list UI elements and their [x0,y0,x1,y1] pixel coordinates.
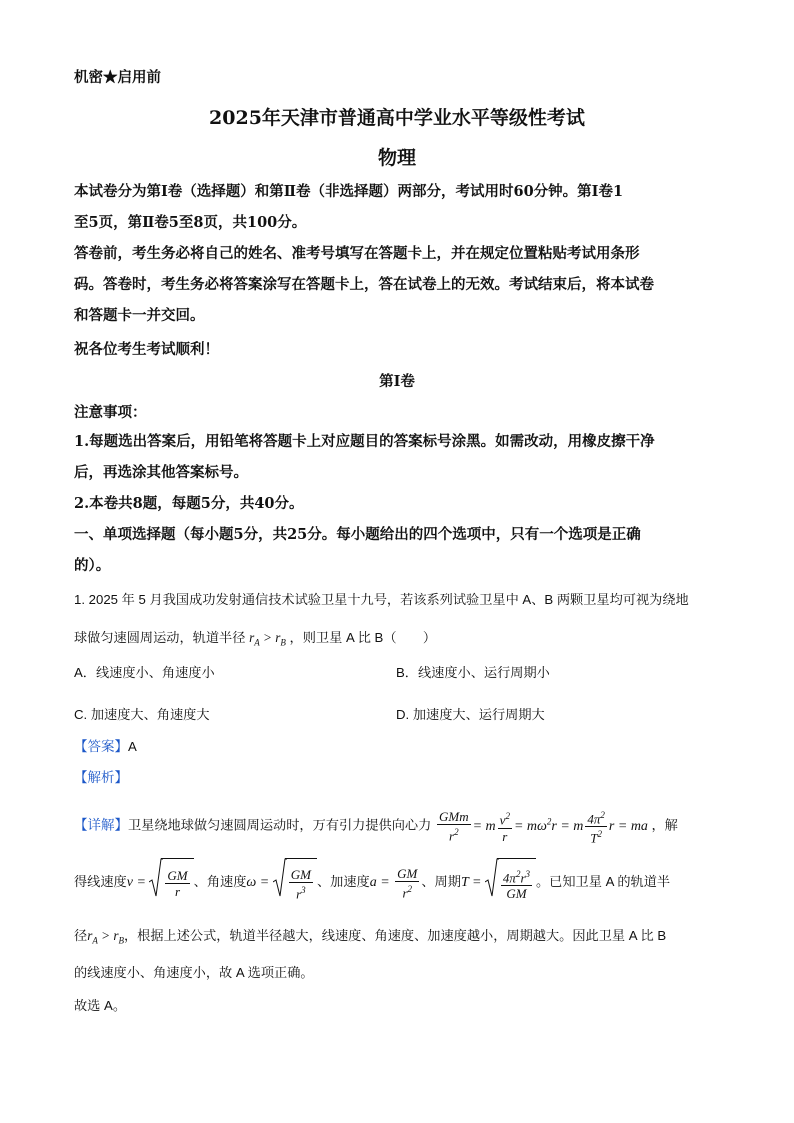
section-heading-line-1: 一、单项选择题（每小题5分，共25分。每小题给出的四个选项中，只有一个选项是正确 [74,526,641,543]
note-1-line-2: 后，再选涂其他答案标号。 [74,464,248,481]
answer-value: A [128,739,137,754]
gravity-formula: $\frac{\text{GMm}}{r^2}$ = m $\frac{v^2}{r}$ = $m\omega^2r = m$ $\frac{4\pi^2}{T^2}$ r = ma [438,809,652,846]
section-heading-line-2: 的）。 [74,557,111,574]
detail-line-1 [74,801,678,846]
question-1-text-before: 球做匀速圆周运动，轨道半径 [74,630,246,645]
detail-text-2c: 、加速度 [316,874,370,890]
acceleration-formula: a = $\frac{GM}{r^2}$ [369,865,418,901]
intro-line-1: 本试卷分为第Ⅰ卷（选择题）和第Ⅱ卷（非选择题）两部分，考试用时60分钟。第Ⅰ卷1 [74,183,624,200]
detail-text-3b: ，根据上述公式，轨道半径越大，线速度、角速度、加速度越小，周期越大。因此卫星 A 比 B [123,928,667,943]
exam-title: 2025年天津市普通高中学业水平等级性考试 [209,107,585,129]
detail-line-2 [74,858,670,906]
conclusion: 故选 A。 [74,998,127,1013]
part1-heading: 第Ⅰ卷 [379,373,415,390]
note-2: 2.本卷共8题，每题5分，共40分。 [74,495,304,512]
detail-text-1-end: ，解 [651,817,678,833]
orbit-radius-inequality-2: $r_A > r_B$ [87,928,124,946]
question-1-line-1: 1. 2025 年 5 月我国成功发射通信技术试验卫星十九号，若该系列试验卫星中 A、B 两颗卫星均可视为绕地 [74,592,689,607]
intro-line-5: 和答题卡一并交回。 [74,307,205,324]
good-luck-wish: 祝各位考生考试顺利！ [74,341,219,358]
period-formula: T = $\frac{4\pi^2r^3}{GM}$ [461,875,536,890]
question-1-text-after: ，则卫星 A 比 B（ ） [289,630,437,645]
subject-title: 物理 [377,147,416,169]
detail-text-2d: 、周期 [421,874,461,890]
intro-line-2: 至5页，第Ⅱ卷5至8页，共100分。 [74,214,307,231]
detail-line-3 [74,925,666,946]
note-1-line-1: 1.每题选出答案后，用铅笔将答题卡上对应题目的答案标号涂黑。如需改动，用橡皮擦干净 [74,433,655,450]
answer-label: 【答案】 [74,739,128,754]
question-1-line-2 [74,627,436,648]
detail-text-2-end: 。已知卫星 A 的轨道半 [536,874,671,890]
detail-text-2a: 得线速度 [74,874,127,890]
notes-title: 注意事项： [74,404,147,421]
intro-line-4: 码。答卷时，考生务必将答案涂写在答题卡上，答在试卷上的无效。考试结束后，将本试卷 [74,276,654,293]
angular-velocity-formula: ω = $\frac{GM}{r^3}$ [246,875,317,890]
option-a[interactable]: A．线速度小、角速度小 [74,665,215,680]
option-b[interactable]: B．线速度小、运行周期小 [396,665,550,680]
answer-row [74,735,137,755]
analysis-label: 【解析】 [74,770,128,785]
detail-text-1: 卫星绕地球做匀速圆周运动时，万有引力提供向心力 [128,817,432,833]
confidential-label: 机密★启用前 [74,69,161,86]
orbit-radius-inequality: $r_A > r_B$ [249,630,286,648]
velocity-formula: v = $\frac{GM}{r}$ [127,875,194,890]
option-c[interactable]: C. 加速度大、角速度大 [74,707,210,722]
detail-text-2b: 、角速度 [193,874,247,890]
detail-label: 【详解】 [74,817,128,833]
option-d[interactable]: D. 加速度大、运行周期大 [396,707,545,722]
detail-text-3a: 径 [74,928,88,943]
detail-line-4: 的线速度小、角速度小，故 A 选项正确。 [74,965,314,980]
intro-line-3: 答卷前，考生务必将自己的姓名、准考号填写在答题卡上，并在规定位置粘贴考试用条形 [74,245,640,262]
